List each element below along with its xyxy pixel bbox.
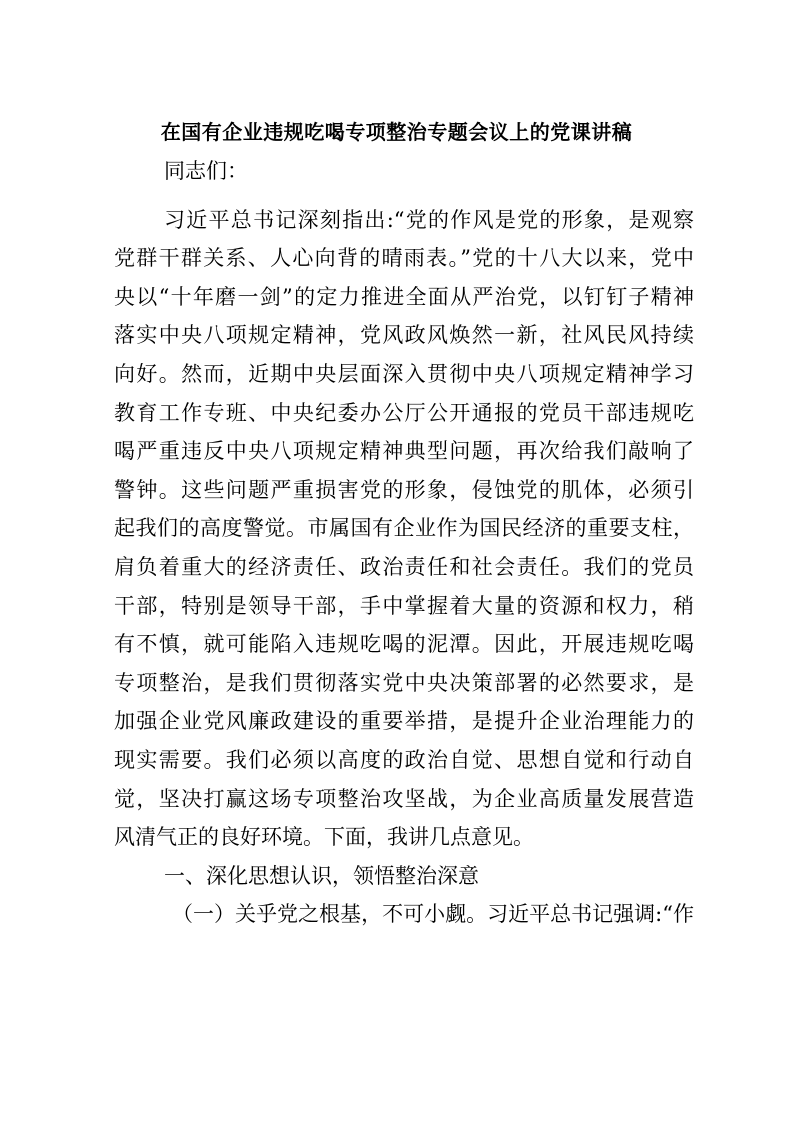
paragraph-line: 落实中央八项规定精神，党风政风焕然一新，社风民风持续 (114, 323, 694, 348)
paragraph-line: 党群干群关系、人心向背的晴雨表。”党的十八大以来，党中 (114, 246, 694, 271)
paragraph-line: 向好。然而，近期中央层面深入贯彻中央八项规定精神学习 (114, 361, 694, 386)
subsection-line: （一）关乎党之根基，不可小觑。习近平总书记强调:“作 (172, 902, 694, 927)
paragraph-line: 教育工作专班、中央纪委办公厅公开通报的党员干部违规吃 (114, 400, 694, 425)
paragraph-line: 有不慎，就可能陷入违规吃喝的泥潭。因此，开展违规吃喝 (114, 632, 694, 657)
paragraph-line: 风清气正的良好环境。下面，我讲几点意见。 (114, 825, 534, 850)
paragraph-line: 干部，特别是领导干部，手中掌握着大量的资源和权力，稍 (114, 593, 694, 618)
page-title: 在国有企业违规吃喝专项整治专题会议上的党课讲稿 (160, 120, 633, 144)
paragraph-gap (114, 191, 694, 201)
paragraph-line: 习近平总书记深刻指出:“党的作风是党的形象，是观察 (164, 207, 694, 232)
paragraph-line: 央以“十年磨一剑”的定力推进全面从严治党，以钉钉子精神 (114, 284, 694, 309)
paragraph-line: 现实需要。我们必须以高度的政治自觉、思想自觉和行动自 (114, 747, 694, 772)
paragraph-line: 专项整治，是我们贯彻落实党中央决策部署的必然要求，是 (114, 670, 694, 695)
paragraph-line: 喝严重违反中央八项规定精神典型问题，再次给我们敲响了 (114, 439, 694, 464)
paragraph-1 (114, 201, 694, 857)
section-heading: 一、深化思想认识，领悟整治深意 (164, 863, 479, 888)
paragraph-line: 警钟。这些问题严重损害党的形象，侵蚀党的肌体，必须引 (114, 477, 694, 502)
paragraph-line: 肩负着重大的经济责任、政治责任和社会责任。我们的党员 (114, 554, 694, 579)
paragraph-line: 觉，坚决打赢这场专项整治攻坚战，为企业高质量发展营造 (114, 786, 694, 811)
greeting: 同志们： (164, 159, 248, 183)
paragraph-line: 起我们的高度警觉。市属国有企业作为国民经济的重要支柱， (114, 516, 694, 541)
document-body (114, 152, 694, 934)
paragraph-line: 加强企业党风廉政建设的重要举措，是提升企业治理能力的 (114, 709, 694, 734)
